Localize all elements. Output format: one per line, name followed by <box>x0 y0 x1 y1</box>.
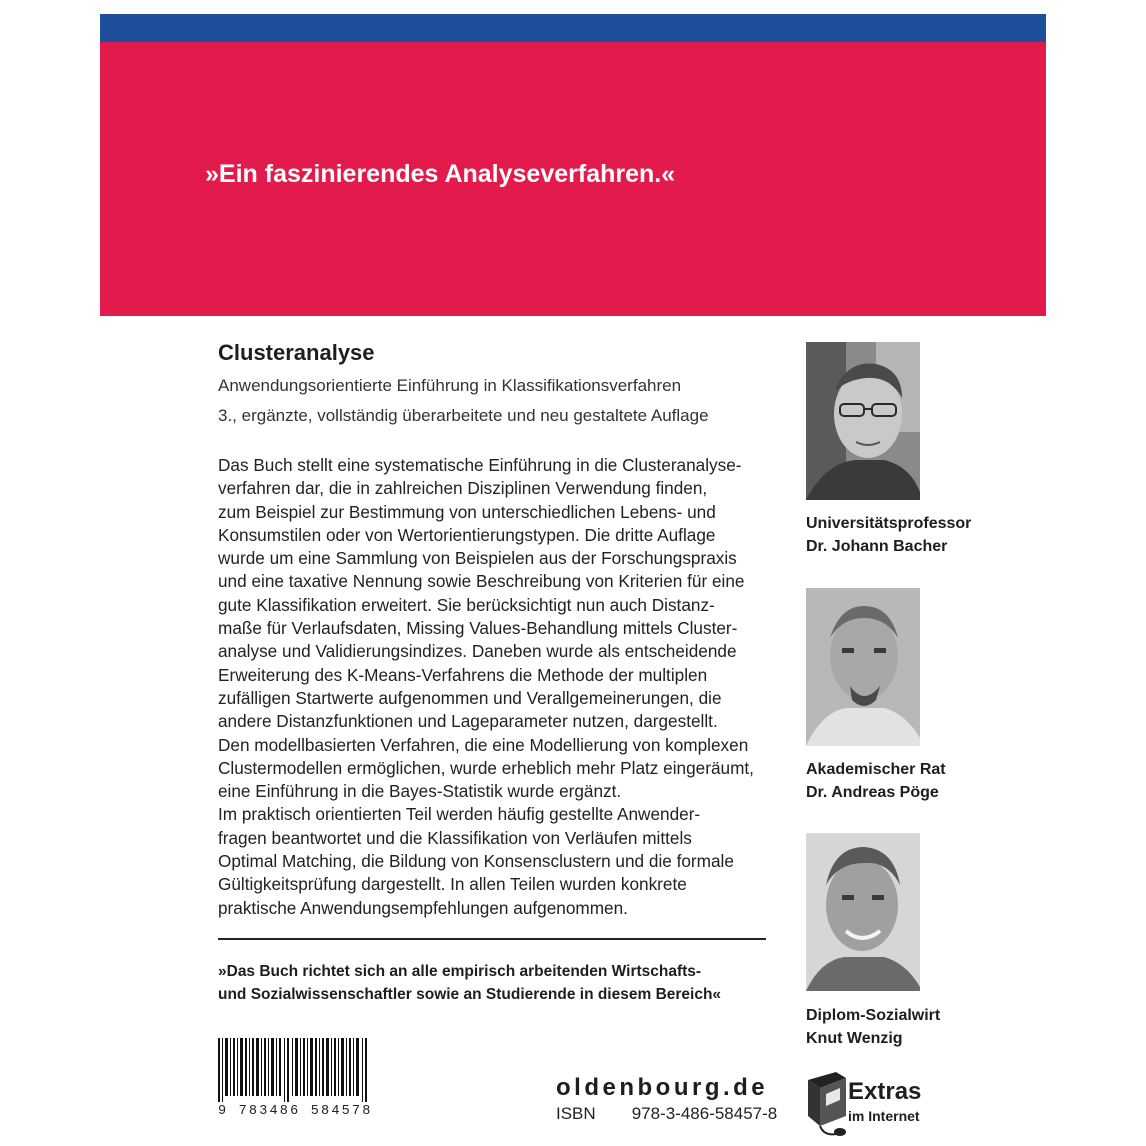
description-line: wurde um eine Sammlung von Beispielen aus der Forschungspraxis <box>218 548 737 569</box>
author-role: Akademischer Rat <box>806 761 946 778</box>
description-line: Das Buch stellt eine systematische Einführung in die Clusteranalyse- <box>218 455 742 475</box>
author-photo-wenzig <box>806 833 920 991</box>
book-subtitle: Anwendungsorientierte Einführung in Klassifikationsverfahren <box>218 376 682 395</box>
description-line: zufälligen Startwerte aufgenommen und Verallgemeinerungen, die <box>218 687 722 708</box>
description-line: Den modellbasierten Verfahren, die eine Modellierung von komplexen <box>218 734 749 755</box>
description-line: Gültigkeitsprüfung dargestellt. In allen Teilen wurden konkrete <box>218 874 687 895</box>
author-name: Knut Wenzig <box>806 1030 903 1047</box>
description-line: Im praktisch orientierten Teil werden häufig gestellte Anwender- <box>218 804 701 825</box>
cover-quote: »Ein faszinierendes Analyseverfahren.« <box>205 160 676 188</box>
description-line: verfahren dar, die in zahlreichen Disziplinen Verwendung finden, <box>218 478 708 499</box>
description-line: praktische Anwendungsempfehlungen aufgenommen. <box>218 897 628 918</box>
author-bacher <box>806 512 971 558</box>
description-line: eine Einführung in die Bayes-Statistik wurde ergänzt. <box>218 781 622 802</box>
tagline-line: »Das Buch richtet sich an alle empirisch arbeitenden Wirtschafts- <box>218 963 702 980</box>
book-mouse-icon <box>806 1070 850 1140</box>
book-description <box>218 454 778 920</box>
description-line: zum Beispiel zur Bestimmung von unterschiedlichen Lebens- und <box>218 501 716 522</box>
divider-rule <box>218 938 766 940</box>
description-line: Optimal Matching, die Bildung von Konsensclustern und die formale <box>218 851 734 872</box>
author-role: Universitätsprofessor <box>806 515 972 532</box>
author-poege <box>806 758 946 804</box>
extras-im-internet-logo[interactable] <box>806 1070 966 1140</box>
isbn-value: 978-3-486-58457-8 <box>631 1104 778 1123</box>
author-photo-poege <box>806 588 920 746</box>
description-line: gute Klassifikation erweitert. Sie berücksichtigt nun auch Distanz- <box>218 594 715 615</box>
author-wenzig <box>806 1004 940 1050</box>
description-line: andere Distanzfunktionen und Lageparameter nutzen, dargestellt. <box>218 711 718 732</box>
description-line: und eine taxative Nennung sowie Beschreibung von Kriterien für eine <box>218 571 745 592</box>
description-line: analyse und Validierungsindizes. Daneben wurde als entscheidende <box>218 641 737 662</box>
edition-note: 3., ergänzte, vollständig überarbeitete und neu gestaltete Auflage <box>218 406 709 425</box>
extras-title: Extras <box>848 1078 922 1105</box>
top-blue-band <box>100 14 1046 42</box>
isbn-line <box>556 1104 777 1124</box>
description-line: Clustermodellen ermöglichen, wurde erheblich mehr Platz eingeräumt, <box>218 757 754 778</box>
target-audience-quote <box>218 960 721 1006</box>
author-role: Diplom-Sozialwirt <box>806 1007 941 1024</box>
book-title: Clusteranalyse <box>218 340 375 365</box>
isbn-label: ISBN <box>556 1104 596 1123</box>
author-name: Dr. Andreas Pöge <box>806 784 939 801</box>
extras-subtitle: im Internet <box>848 1108 920 1124</box>
tagline-line: und Sozialwissenschaftler sowie an Studierende in diesem Bereich« <box>218 986 722 1003</box>
barcode-number: 9 783486 584578 <box>218 1104 373 1119</box>
description-line: fragen beantwortet und die Klassifikation von Verläufen mittels <box>218 827 692 848</box>
description-line: Konsumstilen oder von Wertorientierungstypen. Die dritte Auflage <box>218 524 716 545</box>
barcode <box>218 1038 370 1102</box>
author-photo-bacher <box>806 342 920 500</box>
publisher-website[interactable]: oldenbourg.de <box>556 1074 769 1101</box>
description-line: maße für Verlaufsdaten, Missing Values-Behandlung mittels Cluster- <box>218 618 738 639</box>
author-name: Dr. Johann Bacher <box>806 538 948 555</box>
description-line: Erweiterung des K-Means-Verfahrens die Methode der multiplen <box>218 664 708 685</box>
